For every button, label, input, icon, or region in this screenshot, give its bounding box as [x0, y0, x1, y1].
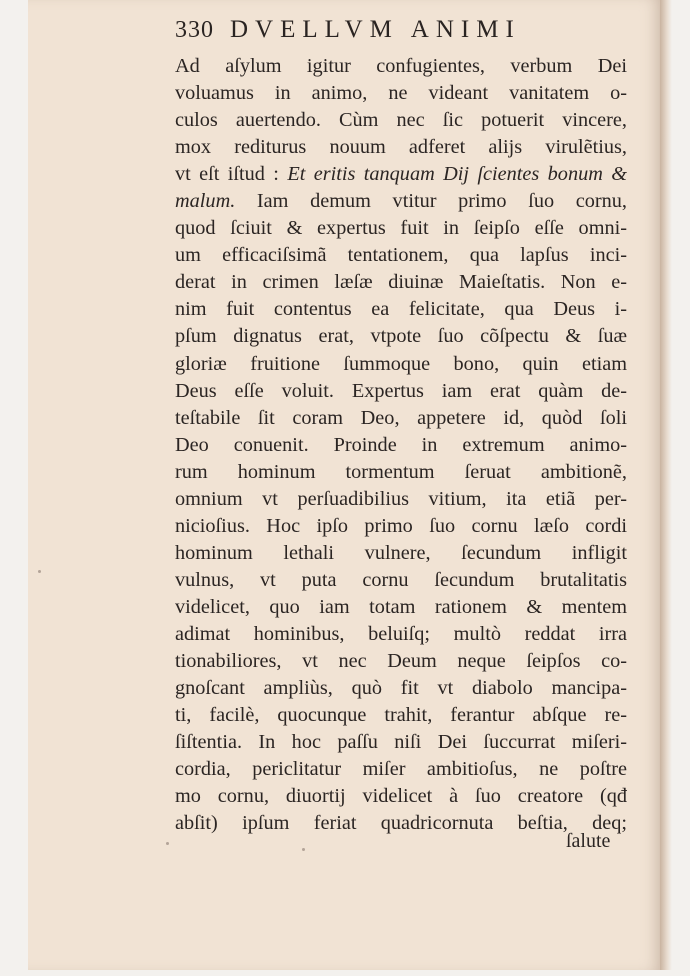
text-line: rum hominum tormentum ſeruat ambitionẽ, [175, 460, 627, 483]
text-line: nim fuit contentus ea felicitate, qua Deus i- [175, 298, 627, 321]
text-line: adimat hominibus, beluiſq; multò reddat irra [175, 622, 627, 645]
scripture-quote: Et eritis tanquam Dij ſcientes bonum & [287, 163, 628, 186]
text-line: gnoſcant ampliùs, quò fit vt diabolo mancipa- [175, 677, 627, 700]
text-line: culos auertendo. Cùm nec ſic potuerit vincere, [175, 109, 627, 132]
scripture-quote-end: malum. [175, 190, 236, 213]
catchword: ſalute [566, 830, 611, 852]
text-line: mo cornu, diuortij videlicet à ſuo creatore (qđ [175, 785, 627, 808]
page-number: 330 [175, 17, 214, 43]
text-line: voluamus in animo, ne videant vanitatem o- [175, 82, 627, 105]
text-line: videlicet, quo iam totam rationem & mentem [175, 595, 627, 618]
text-line-with-quote [175, 188, 627, 215]
text-line: gloriæ fruitione ſummoque bono, quin etiam [175, 352, 627, 375]
text-line: vulnus, vt puta cornu ſecundum brutalitatis [175, 568, 627, 591]
text-line: omnium vt perſuadibilius vitium, ita etiã per- [175, 487, 627, 510]
body-text [175, 53, 627, 837]
text-line: nicioſius. Hoc ipſo primo ſuo cornu læſo cordi [175, 514, 627, 537]
text-line: ſiſtentia. In hoc paſſu niſi Dei ſuccurrat miſeri- [175, 731, 627, 754]
paper-speck [166, 842, 169, 845]
text-line: abſit) ipſum feriat quadricornuta beſtia, deq; [175, 812, 627, 835]
text-line: Deo conuenit. Proinde in extremum animo- [175, 433, 627, 456]
paper-speck [302, 848, 305, 851]
line-rest: Iam demum vtitur primo ſuo cornu, [256, 190, 627, 213]
paper-speck [38, 570, 41, 573]
text-line: teſtabile ſit coram Deo, appetere id, quòd ſoli [175, 406, 627, 429]
text-line: tionabiliores, vt nec Deum neque ſeipſos co- [175, 650, 627, 673]
page-fore-edge [660, 0, 672, 970]
text-line: pſum dignatus erat, vtpote ſuo cõſpectu & ſuæ [175, 325, 627, 348]
running-title: DVELLVM ANIMI [230, 16, 521, 43]
running-header [175, 16, 605, 50]
text-line: quod ſciuit & expertus fuit in ſeipſo eſſe omni- [175, 217, 627, 240]
text-line: mox rediturus nouum adferet alijs virulẽtius, [175, 136, 627, 159]
line-start: vt eſt iſtud : [175, 163, 279, 186]
text-line: Ad aſylum igitur confugientes, verbum Dei [175, 55, 627, 77]
text-line: hominum lethali vulnere, ſecundum infligit [175, 541, 627, 564]
text-line: derat in crimen læſæ diuinæ Maieſtatis. Non e- [175, 271, 627, 294]
text-line: ti, facilè, quocunque trahit, ferantur abſque re- [175, 704, 627, 727]
text-line-with-quote [175, 161, 627, 188]
text-line: cordia, periclitatur miſer ambitioſus, ne poſtre [175, 758, 627, 781]
text-line: Deus eſſe voluit. Expertus iam erat quàm de- [175, 379, 627, 402]
text-line: um efficaciſsimã tentationem, qua lapſus inci- [175, 244, 627, 267]
